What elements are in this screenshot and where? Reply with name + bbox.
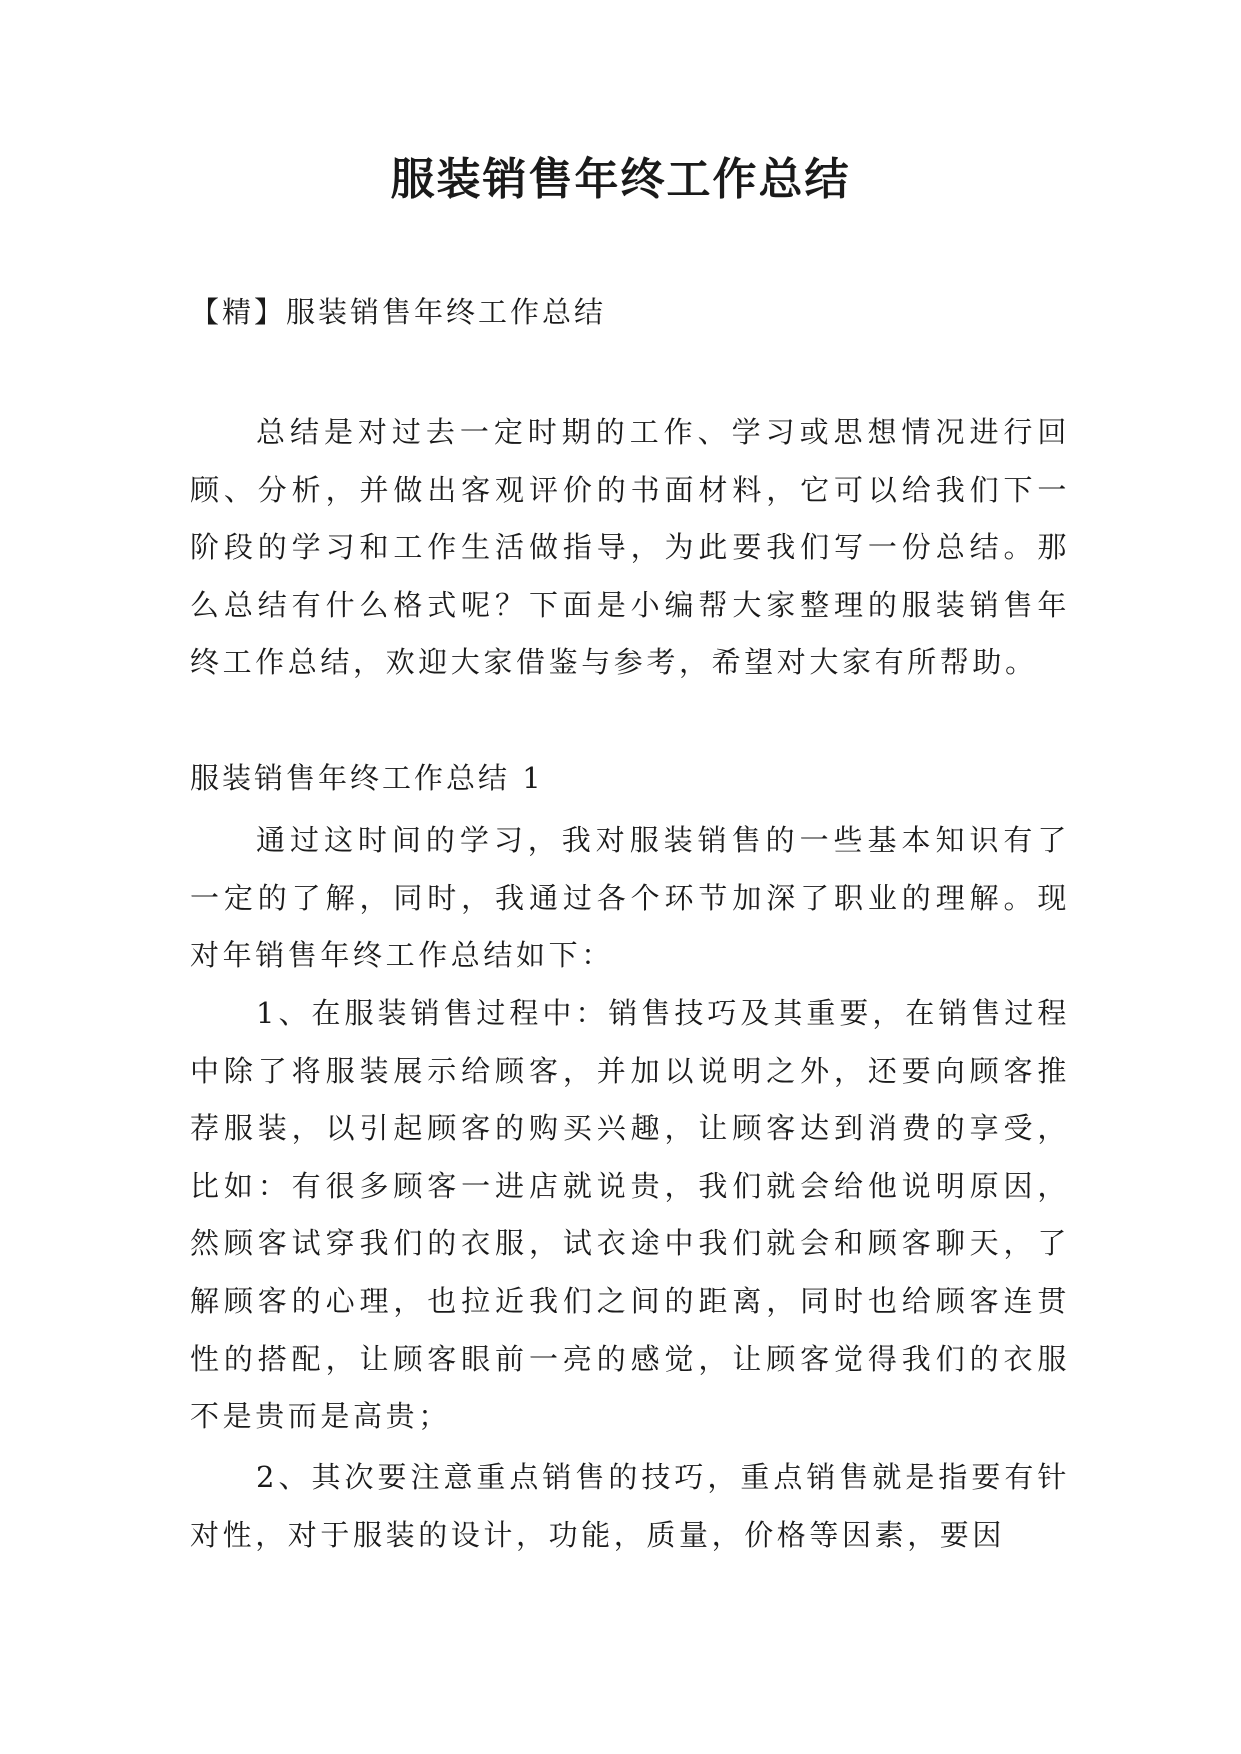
body-paragraph-3: 2、其次要注意重点销售的技巧，重点销售就是指要有针对性，对于服装的设计，功能，质量，价格等因素，要因: [190, 1460, 1070, 1552]
intro-paragraph: 总结是对过去一定时期的工作、学习或思想情况进行回顾、分析，并做出客观评价的书面材料，它可以给我们下一阶段的学习和工作生活做指导，为此要我们写一份总结。那么总结有什么格式呢？下面是小编帮大家整理的服装销售年终工作总结，欢迎大家借鉴与参考，希望对大家有所帮助。: [190, 415, 1070, 680]
document-title: 服装销售年终工作总结: [390, 154, 851, 205]
section-heading: 服装销售年终工作总结 1: [190, 761, 544, 795]
body-paragraph-1: 通过这时间的学习，我对服装销售的一些基本知识有了一定的了解，同时，我通过各个环节加深了职业的理解。现对年销售年终工作总结如下：: [190, 823, 1070, 973]
document-subtitle: 【精】服装销售年终工作总结: [190, 295, 607, 329]
body-paragraph-2: 1、在服装销售过程中：销售技巧及其重要，在销售过程中除了将服装展示给顾客，并加以说明之外，还要向顾客推荐服装，以引起顾客的购买兴趣，让顾客达到消费的享受，比如：有很多顾客一进店就说贵，我们就会给他说明原因，然顾客试穿我们的衣服，试衣途中我们就会和顾客聊天，了解顾客的心理，也拉近我们之间的距离，同时也给顾客连贯性的搭配，让顾客眼前一亮的感觉，让顾客觉得我们的衣服不是贵而是高贵；: [190, 996, 1070, 1434]
